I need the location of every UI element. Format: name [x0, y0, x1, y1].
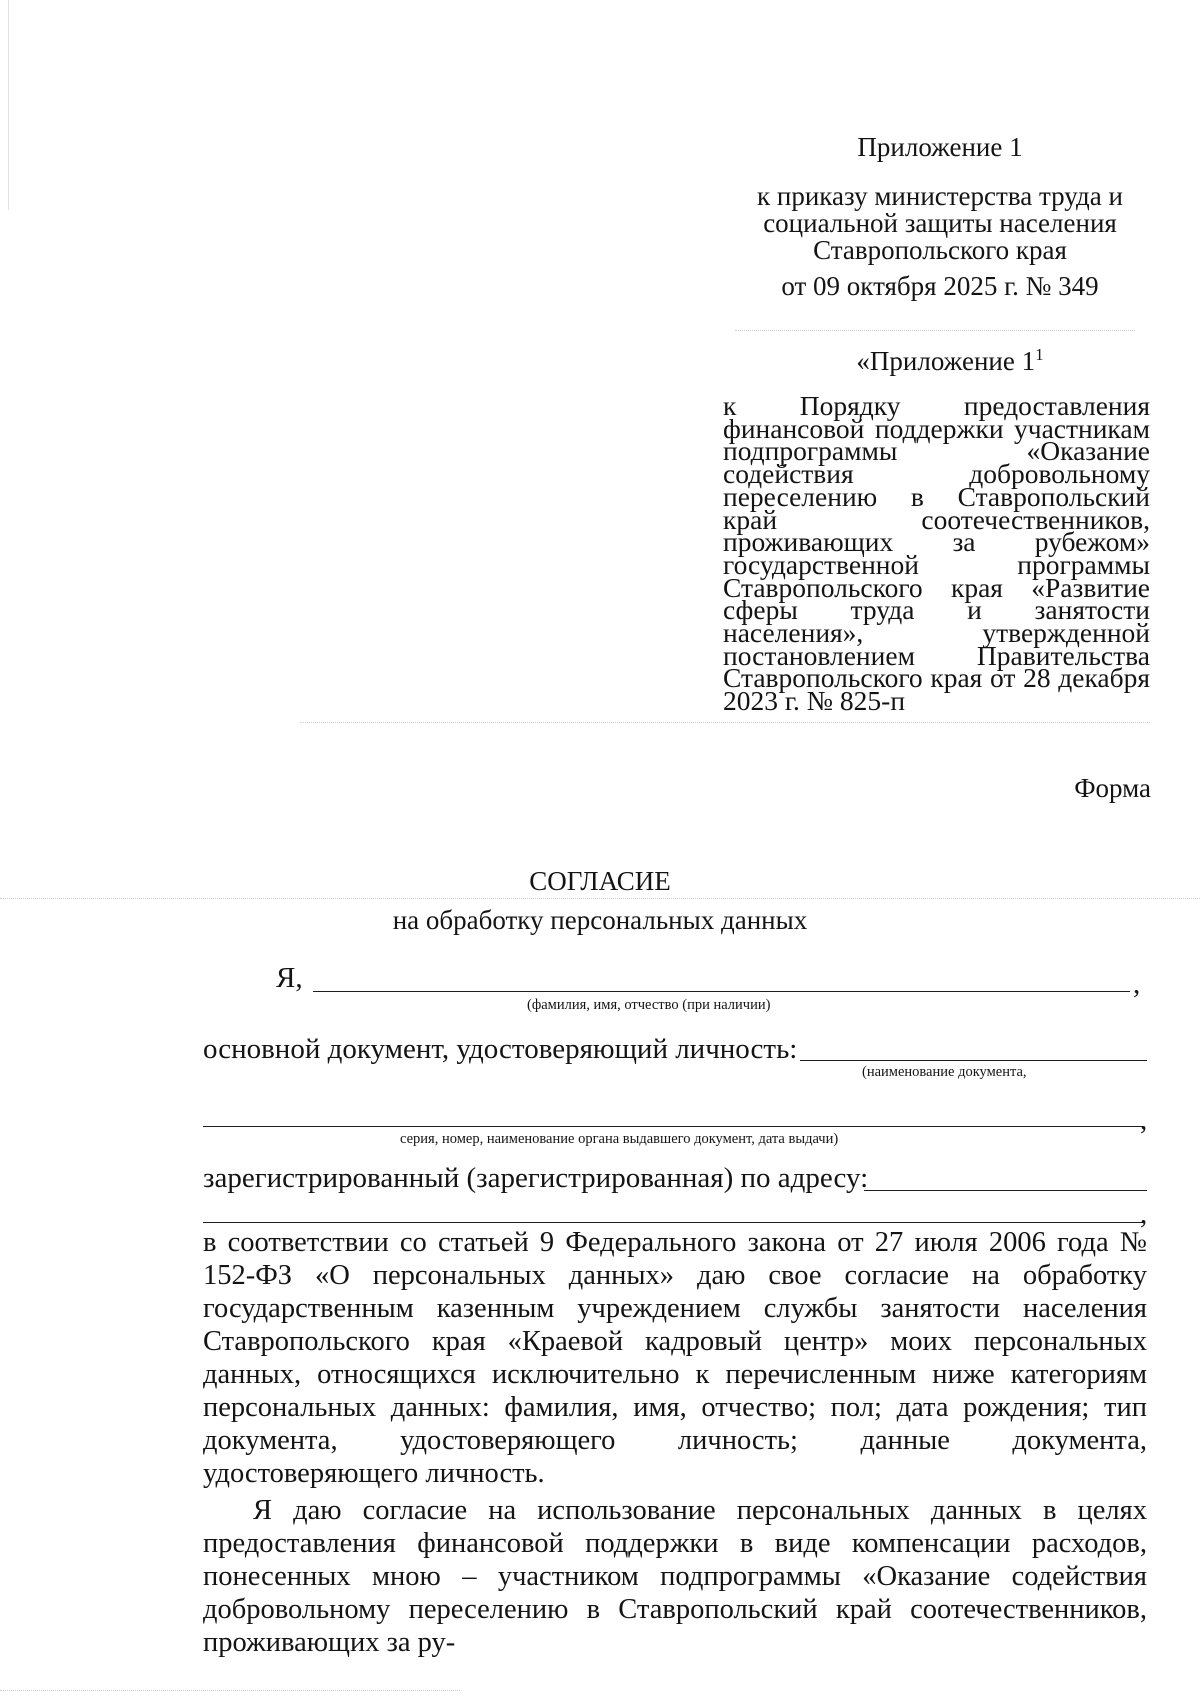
appendix-11-title [790, 340, 1110, 376]
order-line-1: к приказу министерства труда и [757, 181, 1123, 211]
form-label: Форма [1074, 773, 1151, 803]
document-label: основной документ, удостоверяющий личность: [203, 1033, 798, 1065]
i-label: Я, [276, 962, 303, 994]
scan-noise-dots [0, 898, 1200, 899]
document-name-hint: (наименование документа, [862, 1064, 1027, 1080]
fio-hint: (фамилия, имя, отчество (при наличии) [527, 997, 771, 1013]
scan-noise-dots [735, 330, 1135, 331]
scan-noise-dots [0, 1690, 460, 1691]
address-field-line-1[interactable] [864, 1190, 1147, 1191]
fio-field-line[interactable] [313, 991, 1130, 992]
appendix-11-prefix: «Приложение 1 [856, 346, 1036, 376]
procedure-reference: к Порядку предоставления финансовой поддержки участникам подпрограммы «Оказание содействия добровольному переселению в Ставропольский край соотечественников, проживающих за рубежом» государственной программы Ставропольского края «Развитие сферы труда и занятости населения», утвержденной постановлением Правительства Ставропольского края от 28 декабря 2023 г. № 825-п [723, 390, 1150, 717]
scan-edge-rule [8, 0, 9, 210]
document-name-field-line[interactable] [800, 1060, 1147, 1061]
document-details-hint: серия, номер, наименование органа выдавшего документ, дата выдачи) [400, 1131, 839, 1147]
order-line-2: социальной защиты населения [763, 208, 1117, 238]
appendix-title: Приложение 1 [857, 132, 1023, 162]
consent-paragraph-1: в соответствии со статьей 9 Федерального закона от 27 июля 2006 года № 152-ФЗ «О персональных данных» даю свое согласие на обработку государственным казенным учреждением службы занятости населения Ставропольского края «Краевой кадровый центр» моих персональных данных, относящихся исключительно к перечисленным ниже категориям персональных данных: фамилия, имя, отчество; пол; дата рождения; тип документа, удостоверяющего личность; данные документа, удостоверяющего личность. [203, 1227, 1147, 1489]
document-details-field-line[interactable] [203, 1126, 1143, 1127]
appendix-11-superscript: 1 [1035, 345, 1044, 364]
document-details-comma: , [1140, 1104, 1148, 1136]
consent-paragraph-2: Я даю согласие на использование персональных данных в целях предоставления финансовой поддержки в виде компенсации расходов, понесенных мною – участником подпрограммы «Оказание содействия добровольному переселению в Ставропольский край соотечественников, проживающих за ру- [203, 1495, 1147, 1658]
appendix-order-reference [730, 183, 1150, 264]
address-comma: , [1140, 1198, 1148, 1230]
scan-noise-dots [300, 722, 1150, 723]
address-label: зарегистрированный (зарегистрированная) по адресу: [203, 1162, 869, 1194]
address-field-line-2[interactable] [203, 1222, 1143, 1223]
consent-body [203, 1226, 1147, 1659]
order-line-3: Ставропольского края [813, 235, 1067, 265]
fio-comma: , [1133, 968, 1141, 1000]
order-date: от 09 октября 2025 г. № 349 [781, 271, 1099, 301]
document-subtitle: на обработку персональных данных [392, 905, 808, 935]
document-title: СОГЛАСИЕ [529, 866, 671, 896]
